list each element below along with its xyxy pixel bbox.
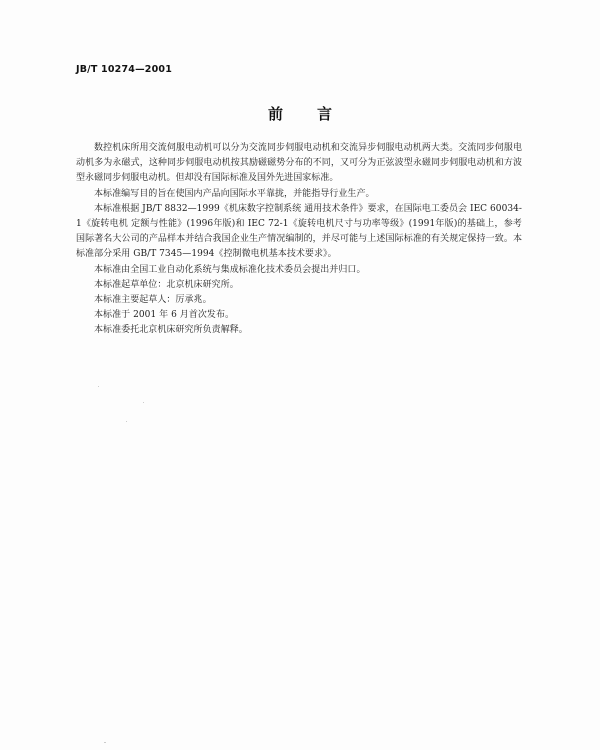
scan-speck xyxy=(143,402,144,403)
paragraph-release: 本标准于 2001 年 6 月首次发布。 xyxy=(94,310,235,321)
standard-code: JB/T 10274—2001 xyxy=(76,64,173,75)
paragraph-purpose: 本标准编写目的旨在使国内产品向国际水平靠拢，并能指导行业生产。 xyxy=(94,188,375,199)
paragraph-drafting-unit: 本标准起草单位：北京机床研究所。 xyxy=(94,279,239,290)
page-title: 前言 xyxy=(267,105,366,123)
paragraph-basis: 本标准根据 JB/T 8832—1999《机床数字控制系统 通用技术条件》要求，在国际电工委员会 IEC 60034-1《旋转电机 定额与性能》(1996年版)和 IEC 72-1《旋转电机尺寸与功率等级》(1991年版)的基础上，参考国际著名大公司的产品样本并结合我国企业生产情况编制的，并尽可能与上述国际标准的有关规定保持一致。本标准部分采用 GB/T 7345—1994《控制微电机基本技术要求》。 xyxy=(76,203,523,260)
scan-speck xyxy=(104,742,106,743)
paragraph-interpretation: 本标准委托北京机床研究所负责解释。 xyxy=(94,325,248,336)
paragraph-drafter: 本标准主要起草人：厉承兆。 xyxy=(94,295,212,306)
scan-speck xyxy=(98,386,99,387)
paragraph-proposer: 本标准由全国工业自动化系统与集成标准化技术委员会提出并归口。 xyxy=(94,264,366,275)
scan-speck xyxy=(126,421,127,422)
foreword-body xyxy=(76,141,522,339)
paragraph-intro: 数控机床所用交流伺服电动机可以分为交流同步伺服电动机和交流异步伺服电动机两大类。交流同步伺服电动机多为永磁式，这种同步伺服电动机按其励磁磁势分布的不同，又可分为正弦波型永磁同步伺服电动机和方波型永磁同步伺服电动机。但却没有国际标准及国外先进国家标准。 xyxy=(76,143,522,184)
